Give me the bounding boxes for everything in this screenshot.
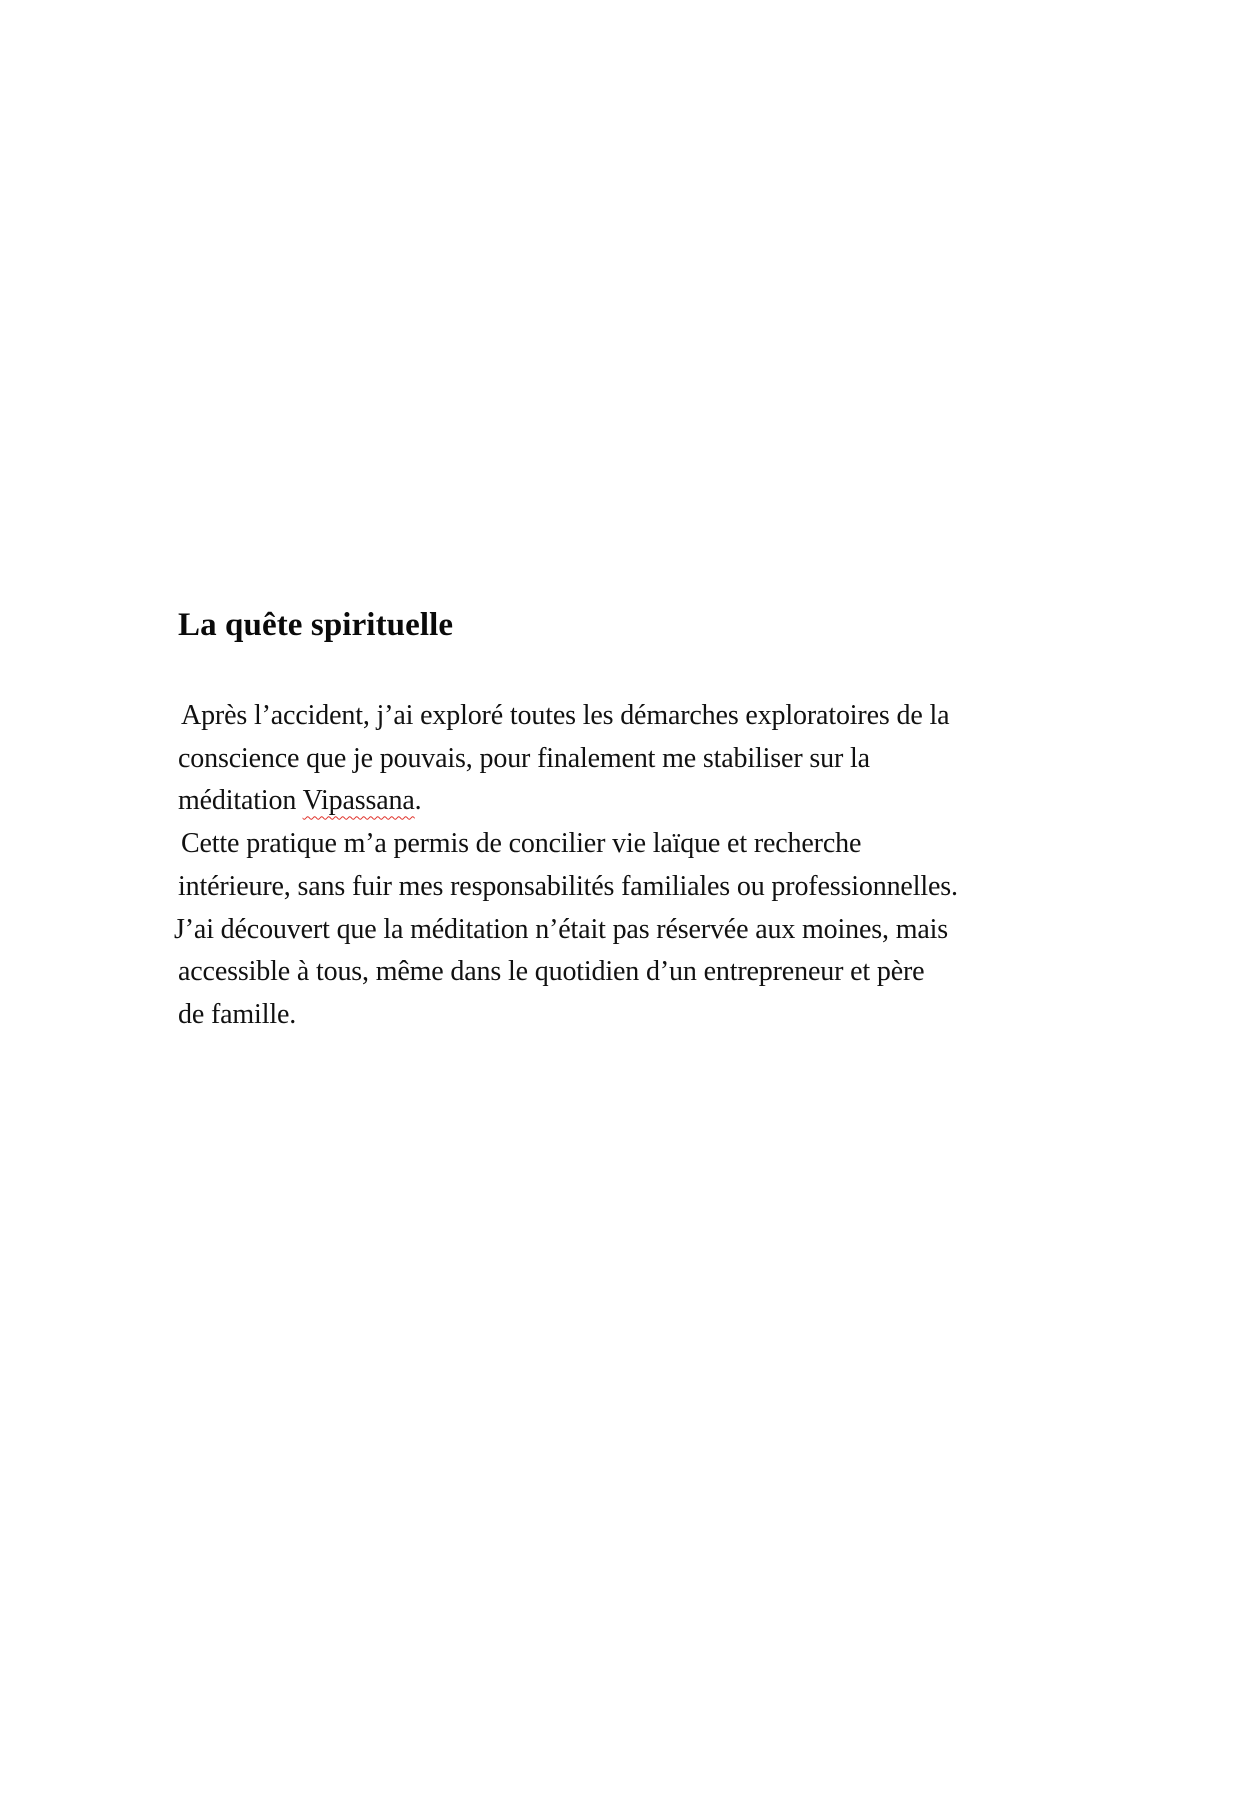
paragraph-line: intérieure, sans fuir mes responsabilités familiales ou professionnelles. — [178, 870, 958, 902]
text-run: . — [414, 785, 422, 817]
body-paragraph — [174, 695, 1098, 1037]
paragraph-line: accessible à tous, même dans le quotidien d’un entrepreneur et père — [178, 956, 925, 988]
text-run: méditation — [178, 785, 303, 817]
paragraph-line: de famille. — [178, 998, 297, 1030]
paragraph-line: conscience que je pouvais, pour finalement me stabiliser sur la — [178, 742, 870, 774]
spellcheck-flagged-word[interactable]: Vipassana — [302, 785, 415, 817]
paragraph-line — [178, 780, 1098, 823]
section-heading: La quête spirituelle — [178, 607, 454, 643]
paragraph-line: J’ai découvert que la méditation n’était pas réservée aux moines, mais — [174, 913, 948, 945]
paragraph-line: Après l’accident, j’ai exploré toutes les démarches exploratoires de la — [181, 700, 950, 731]
paragraph-line: Cette pratique m’a permis de concilier vie laïque et recherche — [181, 828, 862, 860]
document-content — [174, 604, 1098, 1037]
